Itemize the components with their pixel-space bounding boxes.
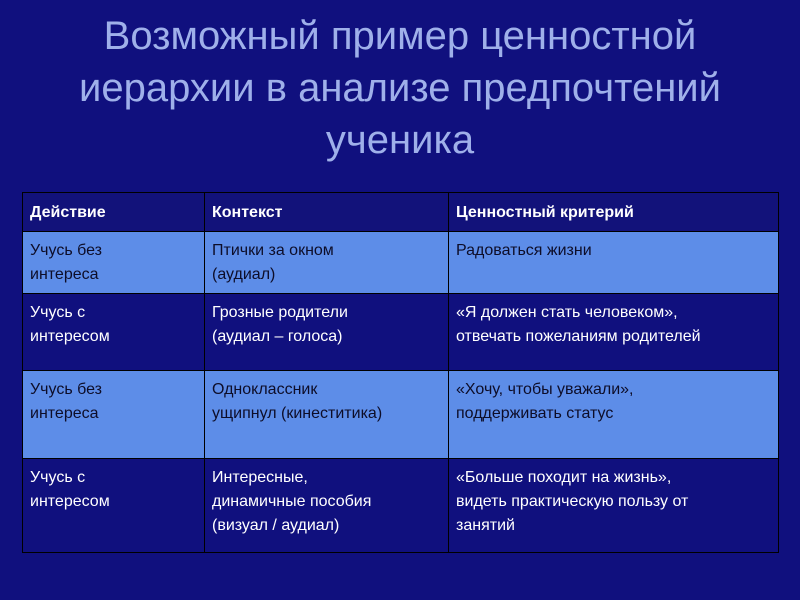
cell-line: (аудиал – голоса) [212, 328, 343, 345]
header-criterion: Ценностный критерий [449, 193, 779, 232]
cell-line: «Хочу, чтобы уважали», [456, 381, 634, 398]
cell-line: динамичные пособия [212, 493, 372, 510]
header-action: Действие [23, 193, 205, 232]
table-row [23, 371, 779, 459]
cell-line: «Я должен стать человеком», [456, 304, 678, 321]
cell-action [23, 459, 205, 553]
cell-action [23, 371, 205, 459]
table-row [23, 294, 779, 371]
cell-context [205, 459, 449, 553]
cell-line: интересом [30, 328, 110, 345]
cell-line: Одноклассник [212, 381, 318, 398]
cell-line: Интересные, [212, 469, 308, 486]
cell-line: Птички за окном [212, 242, 334, 259]
table-row [23, 459, 779, 553]
cell-line: интересом [30, 493, 110, 510]
slide-title-line-3: ученика [325, 118, 475, 162]
cell-line: (аудиал) [212, 266, 276, 283]
cell-context [205, 232, 449, 294]
cell-line: отвечать пожеланиям родителей [456, 328, 701, 345]
cell-line: Учусь с [30, 469, 86, 486]
cell-line: Учусь без [30, 381, 102, 398]
cell-line: «Больше походит на жизнь», [456, 469, 672, 486]
table-header-row [23, 193, 779, 232]
cell-line: (визуал / аудиал) [212, 517, 340, 534]
cell-line: Радоваться жизни [456, 242, 592, 259]
cell-action [23, 232, 205, 294]
cell-line: Грозные родители [212, 304, 348, 321]
cell-line: интереса [30, 405, 99, 422]
cell-line: Учусь без [30, 242, 102, 259]
table-row [23, 232, 779, 294]
cell-line: ущипнул (кинеститика) [212, 405, 383, 422]
cell-line: занятий [456, 517, 515, 534]
cell-criterion [449, 459, 779, 553]
cell-criterion [449, 294, 779, 371]
cell-line: видеть практическую пользу от [456, 493, 689, 510]
slide-title-line-1: Возможный пример ценностной [103, 14, 697, 58]
cell-context [205, 294, 449, 371]
cell-criterion [449, 232, 779, 294]
slide-title [40, 10, 760, 166]
cell-action [23, 294, 205, 371]
cell-line: интереса [30, 266, 99, 283]
slide-title-line-2: иерархии в анализе предпочтений [79, 66, 721, 110]
header-context: Контекст [205, 193, 449, 232]
cell-context [205, 371, 449, 459]
cell-line: поддерживать статус [456, 405, 614, 422]
cell-line: Учусь с [30, 304, 86, 321]
cell-criterion [449, 371, 779, 459]
value-hierarchy-table [22, 192, 779, 553]
